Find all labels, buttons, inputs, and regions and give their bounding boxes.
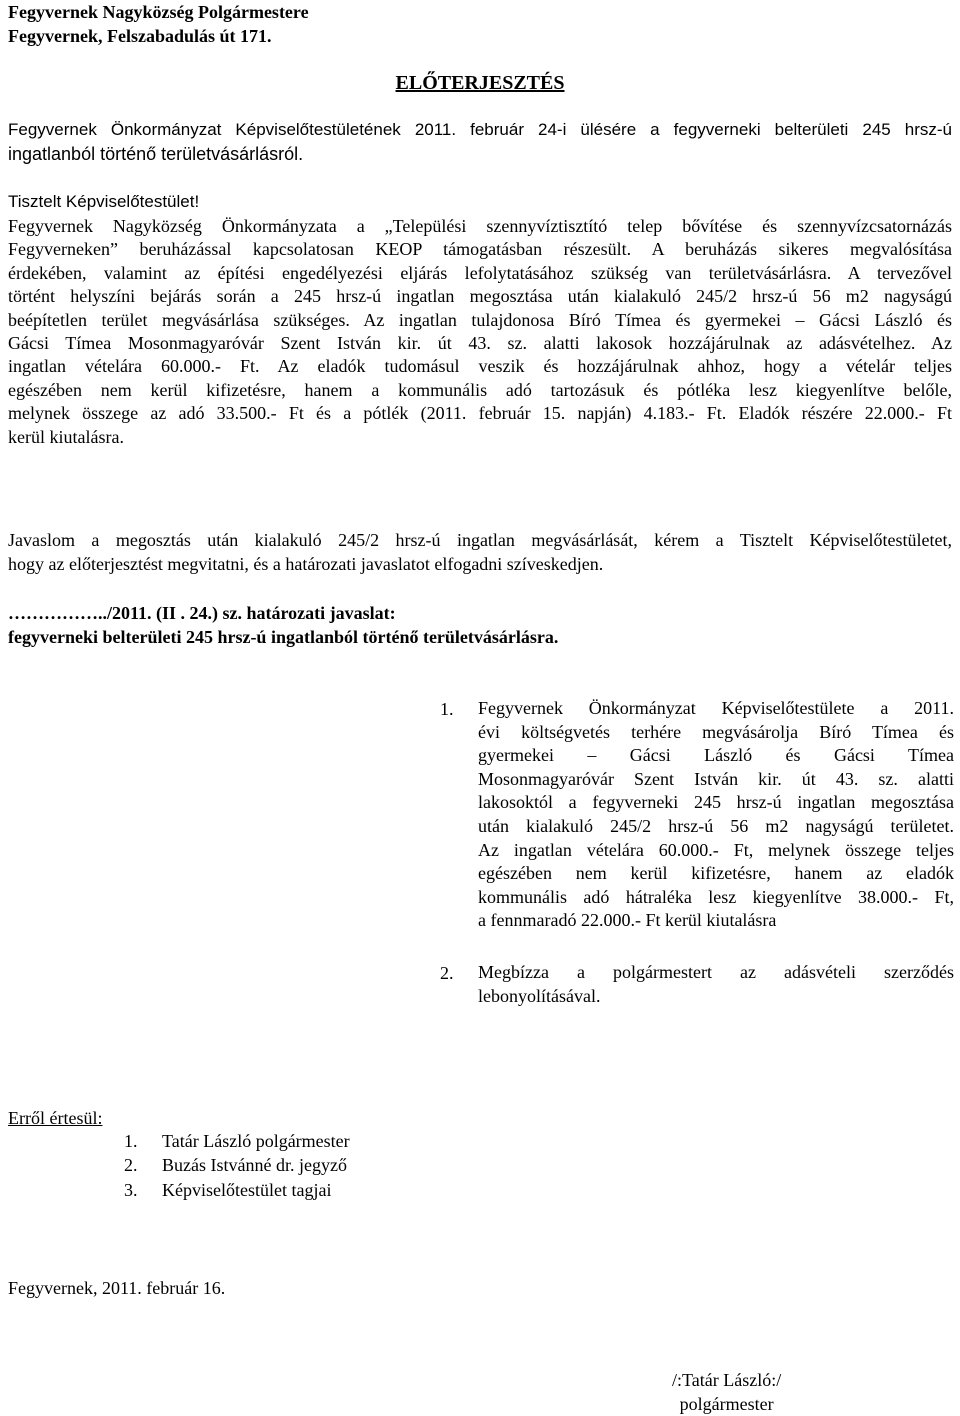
resolution-line: egészében nem kerül kifizetésre, hanem az eladók [478,863,954,884]
notify-list [124,1129,350,1202]
resolution-line: után kialakuló 245/2 hrsz-ú 56 m2 nagyságú területet. [478,815,954,836]
salutation: Tisztelt Képviselőtestület! [8,192,200,211]
resolution-line: évi költségvetés terhére megvásárolja Bíró Tímea és [478,721,954,742]
body-line: kerül kiutalásra. [8,426,124,447]
notify-item [124,1178,350,1202]
resolution-line: Megbízza a polgármestert az adásvételi szerződés [478,962,954,982]
resolution-line: gyermekei – Gácsi László és Gácsi Tímea [478,745,954,766]
resolution-line: Mosonmagyaróvár Szent István kir. út 43. sz. alatti [478,768,954,789]
resolution-line: lakosoktól a fegyverneki 245 hrsz-ú ingatlan megosztása [478,792,954,813]
proposal-line: hogy az előterjesztést megvitatni, és a határozati javaslatot elfogadni szíveskedjen. [8,554,604,574]
signature-role: polgármester [679,1394,774,1414]
notify-heading: Erről értesül: [8,1108,103,1128]
header-organization: Fegyvernek Nagyközség Polgármestere [8,2,309,22]
body-line: érdekében, valamint az építési engedélyezési eljárás lefolytatásához szükség van területvásárlásra. A tervezővel [8,262,952,283]
notify-item [124,1129,350,1153]
resolution-item [440,697,954,937]
signature-name: /:Tatár László:/ [672,1370,782,1390]
body-line: egészében nem kerül kifizetésre, hanem a kommunális adó tartozásuk és pótléka lesz kiegyenlítve belőle, [8,379,952,400]
resolution-line: Fegyvernek Önkormányzat Képviselőtestülete a 2011. [478,698,954,718]
notify-item-text: Tatár László polgármester [162,1131,350,1151]
proposal-paragraph [8,528,952,576]
body-line: Fegyvernek Nagyközség Önkormányzata a „Települési szennyvíztisztító telep bővítése és szennyvízcsatornázás [8,216,952,236]
intro-line: Fegyvernek Önkormányzat Képviselőtestületének 2011. február 24-i ülésére a fegyverneki belterületi 245 hrsz-ú [8,120,952,139]
document-header [8,0,309,48]
body-line: Fegyverneken” beruházással kapcsolatosan KEOP támogatásban részesült. A beruházás sikeres megvalósítása [8,239,952,260]
resolution-line: a fennmaradó 22.000.- Ft kerül kiutalásra [478,910,777,931]
signature-block [672,1368,781,1416]
resolution-line: Az ingatlan vételára 60.000.- Ft, melynek összege teljes [478,839,954,860]
place-date: Fegyvernek, 2011. február 16. [8,1278,226,1298]
resolution-text [478,697,954,933]
resolution-number: 2. [440,963,454,983]
resolution-text [478,961,954,1008]
body-line: beépítetlen terület megvásárlása szükséges. Az ingatlan tulajdonosa Bíró Tímea és gyermekei – Gácsi László és [8,309,952,330]
resolution-line: lebonyolításával. [478,985,601,1006]
resolution-item [440,961,954,1011]
body-line: történt helyszíni bejárás során a 245 hrsz-ú ingatlan megosztása után kialakuló 245/2 hrsz-ú 56 m2 nagyságú [8,286,952,307]
decision-heading [8,601,558,649]
intro-paragraph [8,118,952,166]
notify-item-number: 1. [124,1131,138,1151]
resolution-line: kommunális adó hátraléka lesz kiegyenlítve 38.000.- Ft, [478,886,954,907]
body-line: ingatlan vételára 60.000.- Ft. Az eladók tudomásul veszik és hozzájárulnak ahhoz, hogy a vételár teljes [8,356,952,377]
notify-item-number: 3. [124,1179,138,1200]
body-line: melynek összege az adó 33.500.- Ft és a pótlék (2011. február 15. napján) 4.183.- Ft. Eladók részére 22.000.- Ft [8,403,952,424]
proposal-line: Javaslom a megosztás után kialakuló 245/2 hrsz-ú ingatlan megvásárlását, kérem a Tisztelt Képviselőtestületet, [8,530,952,550]
decision-number: ……………../2011. (II . 24.) sz. határozati javaslat: [8,603,396,623]
intro-line: ingatlanból történő területvásárlásról. [8,144,304,164]
notify-item-text: Képviselőtestület tagjai [162,1179,332,1200]
decision-subject: fegyverneki belterületi 245 hrsz-ú ingatlanból történő területvásárlásra. [8,627,559,647]
document-title: ELŐTERJESZTÉS [395,72,565,94]
notify-item-number: 2. [124,1155,138,1176]
notify-item-text: Buzás Istvánné dr. jegyző [162,1155,347,1176]
header-address: Fegyvernek, Felszabadulás út 171. [8,26,272,46]
body-line: Gácsi Tímea Mosonmagyaróvár Szent István kir. út 43. sz. alatti lakosok hozzájárulnak az adásvételhez. Az [8,332,952,353]
notify-item [124,1153,350,1177]
body-paragraph [8,215,952,449]
resolution-number: 1. [440,699,454,719]
